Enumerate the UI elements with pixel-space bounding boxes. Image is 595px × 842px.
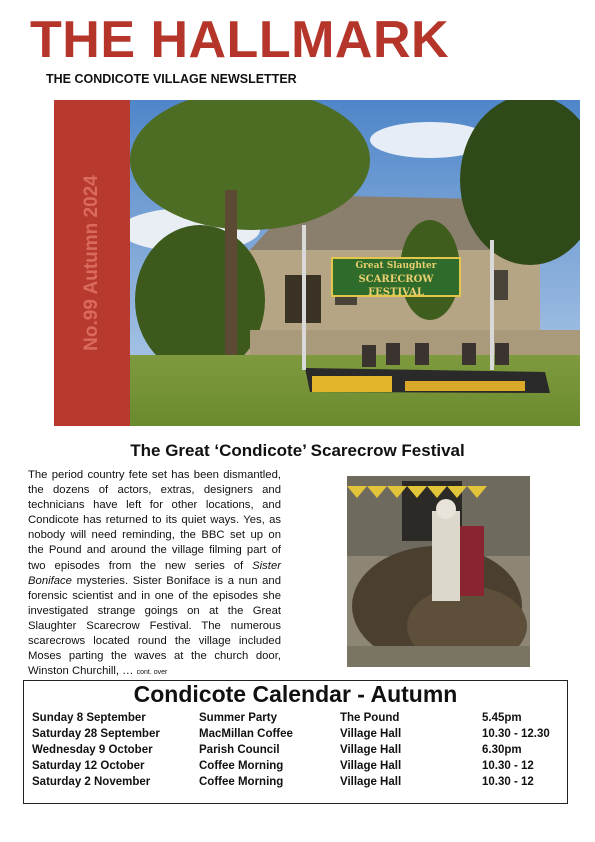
hero-photo [130,100,580,426]
scarecrow-photo [347,476,530,667]
calendar-date: Saturday 28 September [32,728,160,740]
calendar-event: Coffee Morning [199,760,284,772]
issue-label: No.99 Autumn 2024 [81,175,102,351]
calendar-time: 5.45pm [482,712,522,724]
calendar-row [32,744,562,760]
calendar-title: Condicote Calendar - Autumn [133,681,458,707]
article-headline: The Great ‘Condicote’ Scarecrow Festival [130,441,465,460]
calendar-time: 10.30 - 12.30 [482,728,550,740]
calendar-event: Coffee Morning [199,776,284,788]
newsletter-subtitle: THE CONDICOTE VILLAGE NEWSLETTER [46,72,297,86]
banner-line-1: Great Slaughter [355,261,437,271]
calendar-row [32,728,562,744]
calendar-date: Saturday 12 October [32,760,145,772]
article-text-1: The period country fete set has been dismantled, the dozens of actors, extras, designers and technicians have left for other locations, and Condicote has returned to its quiet ways. Yes, as nobody will need reminding, the BBC set up on the Pound and around the village filming part of two episodes from the new series of [28,469,281,572]
issue-label-container [54,100,130,426]
calendar-time: 10.30 - 12 [482,760,534,772]
continued-note: cont. over [136,669,168,677]
banner-line-2: SCARECROW FESTIVAL [358,274,434,298]
calendar-date: Saturday 2 November [32,776,151,788]
calendar-row [32,776,562,792]
festival-banner-text [332,260,460,299]
calendar-venue: Village Hall [340,728,402,740]
article-text-2: mysteries. Sister Boniface is a nun and forensic scientist and in one of the episodes she investigated strange goings on at the Great Slaughter Scarecrow Festival. The numerous scarecrows located round the village included Moses parting the waves at the church door, Winston Churchill, … [28,574,281,678]
calendar-row [32,760,562,776]
calendar-venue: Village Hall [340,760,402,772]
calendar-venue: The Pound [340,712,400,724]
calendar-date: Wednesday 9 October [32,744,153,756]
calendar-time: 10.30 - 12 [482,776,534,788]
article-body [28,468,281,680]
calendar-date: Sunday 8 September [32,712,146,724]
calendar-event: Summer Party [199,712,277,724]
calendar-event: MacMillan Coffee [199,728,293,740]
article-italic-title: Sister Boniface [28,559,281,587]
calendar-event: Parish Council [199,744,280,756]
newsletter-title: THE HALLMARK [30,11,450,69]
calendar-venue: Village Hall [340,776,402,788]
calendar-venue: Village Hall [340,744,402,756]
calendar-row [32,712,562,728]
calendar-time: 6.30pm [482,744,522,756]
calendar-box [23,680,568,804]
